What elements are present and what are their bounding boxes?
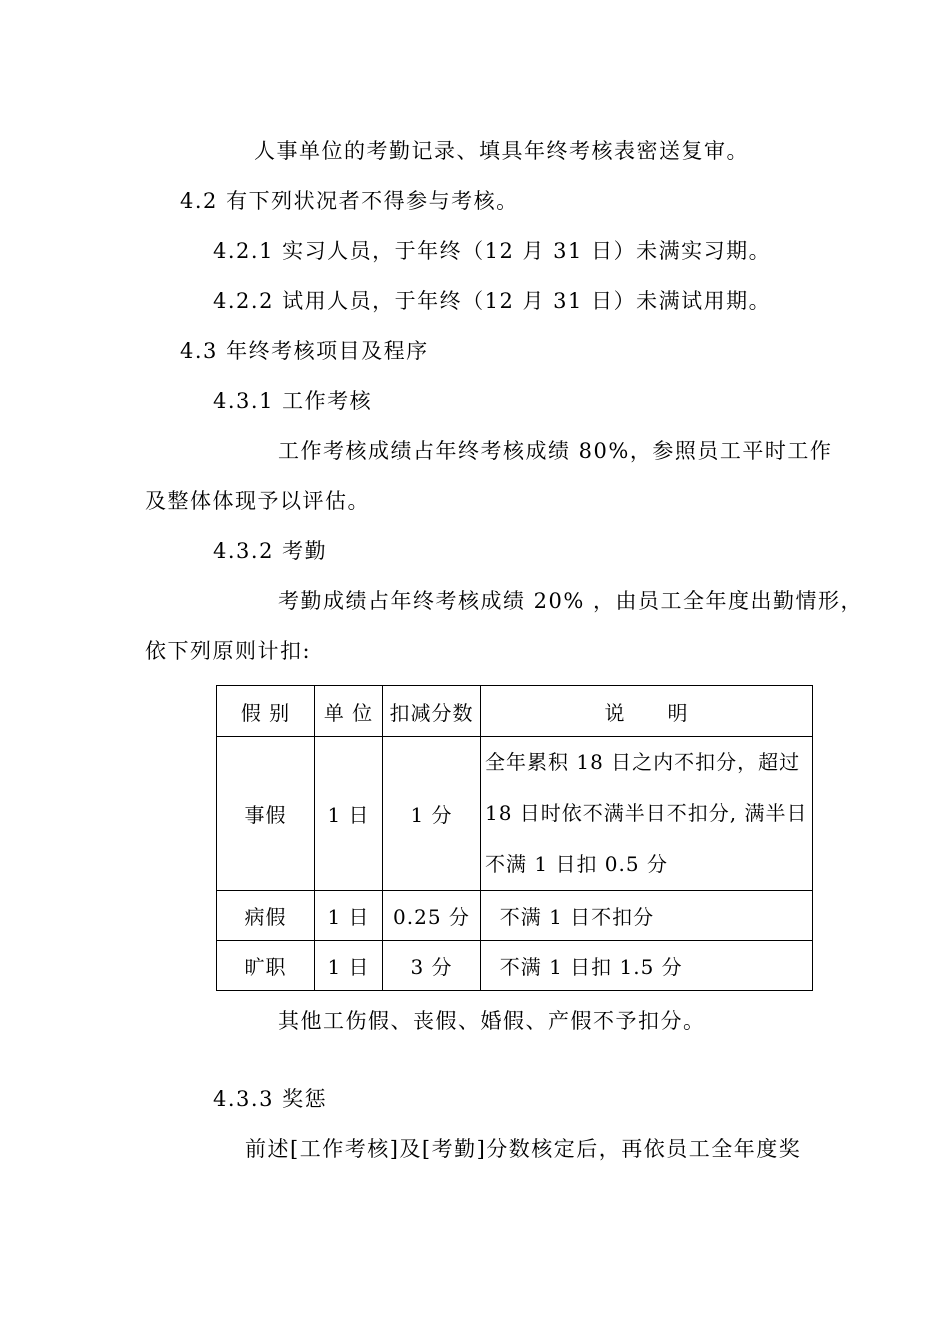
cell-deduction: 3 分: [383, 941, 481, 991]
cell-deduction: 0.25 分: [383, 891, 481, 941]
text-line: 其他工伤假、丧假、婚假、产假不予扣分。: [278, 1009, 706, 1033]
cell-unit: 1 日: [315, 891, 383, 941]
header-leave-type: 假 别: [217, 686, 315, 737]
table-row: [217, 737, 813, 891]
text-line: 依下列原则计扣:: [145, 639, 312, 663]
cell-leave-type: 事假: [217, 737, 315, 891]
cell-description: 不满 1 日不扣分: [481, 891, 813, 941]
section-heading: 4.3 年终考核项目及程序: [180, 339, 429, 363]
table-row: [217, 941, 813, 991]
text-line: 工作考核成绩占年终考核成绩 80%，参照员工平时工作: [278, 439, 833, 463]
text-line: 人事单位的考勤记录、填具年终考核表密送复审。: [254, 139, 749, 163]
leave-deduction-table: [216, 685, 813, 991]
subsection-item: 4.2.2 试用人员，于年终（12 月 31 日）未满试用期。: [213, 289, 772, 313]
subsection-heading: 4.3.2 考勤: [213, 539, 328, 563]
subsection-item: 4.2.1 实习人员，于年终（12 月 31 日）未满实习期。: [213, 239, 772, 263]
text-line: 及整体体现予以评估。: [145, 489, 370, 513]
header-description: 说 明: [481, 686, 813, 737]
table-header-row: [217, 686, 813, 737]
text-line: 前述[工作考核]及[考勤]分数核定后，再依员工全年度奖: [245, 1137, 802, 1161]
cell-unit: 1 日: [315, 941, 383, 991]
cell-leave-type: 旷职: [217, 941, 315, 991]
header-deduction: 扣减分数: [383, 686, 481, 737]
cell-description: 全年累积 18 日之内不扣分，超过 18 日时依不满半日不扣分, 满半日不满 1 日扣 0.5 分: [481, 737, 813, 891]
header-unit: 单 位: [315, 686, 383, 737]
cell-leave-type: 病假: [217, 891, 315, 941]
text-line: 考勤成绩占年终考核成绩 20% ，由员工全年度出勤情形，: [278, 589, 864, 613]
cell-description: 不满 1 日扣 1.5 分: [481, 941, 813, 991]
section-heading: 4.2 有下列状况者不得参与考核。: [180, 189, 519, 213]
cell-unit: 1 日: [315, 737, 383, 891]
subsection-heading: 4.3.1 工作考核: [213, 389, 373, 413]
table-row: [217, 891, 813, 941]
cell-deduction: 1 分: [383, 737, 481, 891]
subsection-heading: 4.3.3 奖惩: [213, 1087, 328, 1111]
